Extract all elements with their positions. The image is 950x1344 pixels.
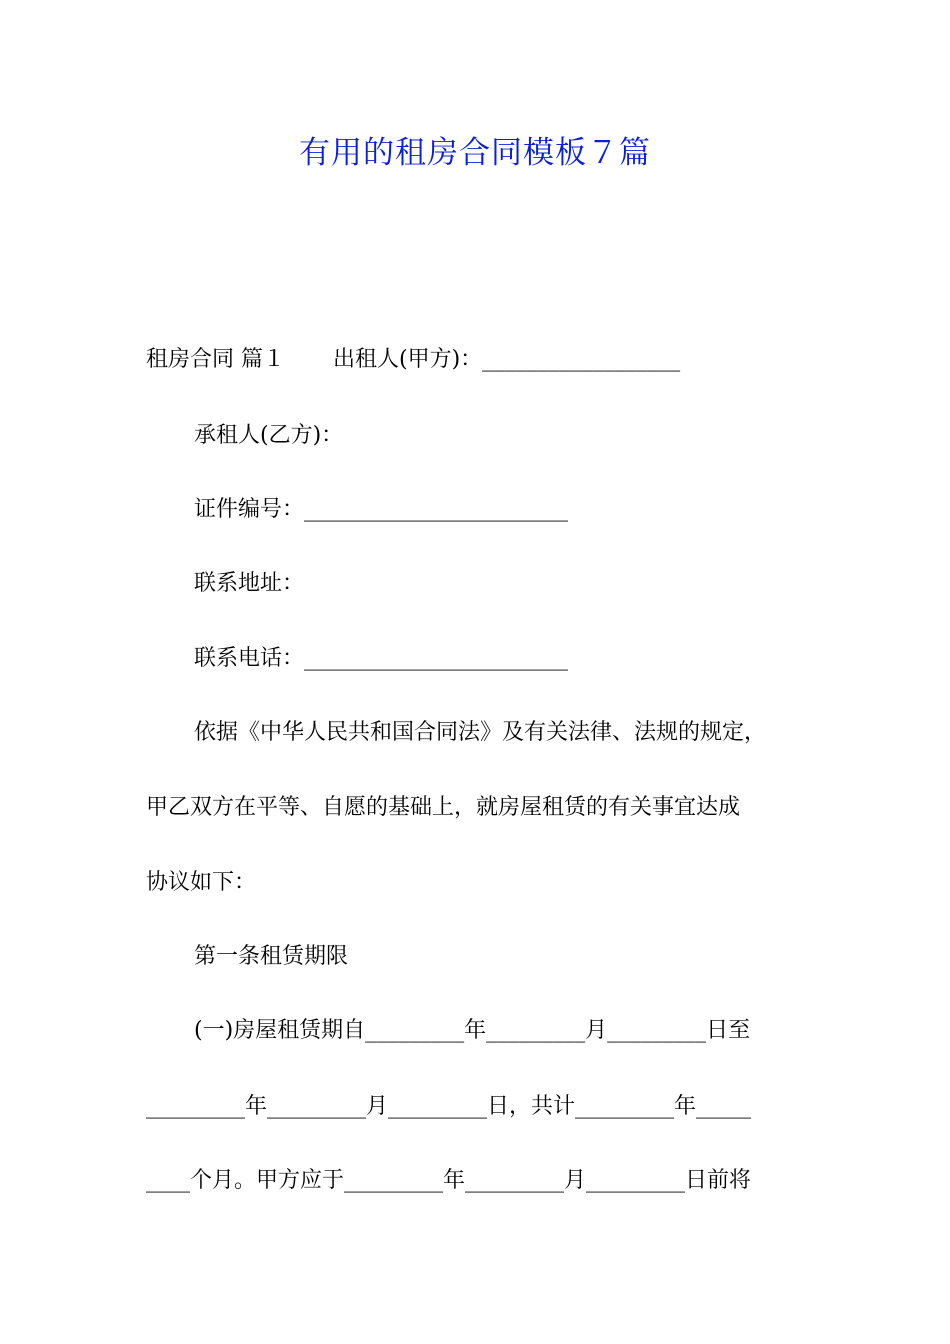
contract-section-label: 租房合同 篇１ bbox=[146, 347, 285, 372]
article-one-heading: 第一条租赁期限 bbox=[194, 944, 349, 969]
lease-term-line-3: ____个月。甲方应于_________年_________月_________日前将 bbox=[146, 1168, 752, 1193]
id-number-field: 证件编号：________________________ bbox=[194, 497, 569, 522]
lessee-field: 承租人(乙方)： bbox=[194, 423, 344, 448]
document-title: 有用的租房合同模板７篇 bbox=[299, 135, 651, 171]
contract-header-line bbox=[146, 345, 836, 375]
contact-phone-field: 联系电话：________________________ bbox=[194, 646, 569, 671]
lease-term-line-1: (一)房屋租赁期自_________年_________月_________日至 bbox=[194, 1018, 751, 1043]
lease-term-line-2: _________年_________月_________日，共计_________年_____ bbox=[146, 1094, 752, 1119]
preamble-line-3: 协议如下： bbox=[146, 870, 257, 895]
preamble-line-1: 依据《中华人民共和国合同法》及有关法律、法规的规定， bbox=[194, 720, 767, 745]
preamble-line-2: 甲乙双方在平等、自愿的基础上，就房屋租赁的有关事宜达成 bbox=[146, 795, 741, 820]
contact-address-field: 联系地址： bbox=[194, 571, 305, 596]
lessor-field: 出租人(甲方)：__________________ bbox=[333, 347, 681, 372]
